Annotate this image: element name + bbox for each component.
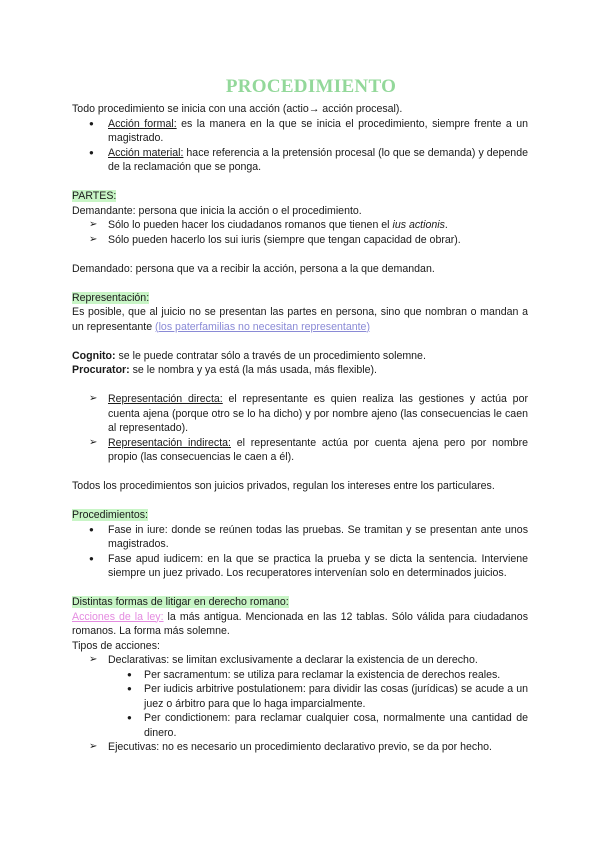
representacion-text	[72, 305, 528, 334]
tipos-list-2	[72, 740, 528, 755]
list-item	[72, 653, 528, 668]
item-text: .	[444, 219, 448, 231]
list-item	[72, 436, 528, 465]
list-item: ● Per iudicis arbitrive postulationem: para dividir las cosas (jurídicas) se acude a un juez o árbitro para que lo haga imparcialmente.	[72, 682, 528, 711]
closing-text: Todos los procedimientos son juicios privados, regulan los intereses entre los particulares.	[72, 480, 495, 492]
paragraph-text: la más antigua. Mencionada en las 12 tablas. Sólo válida para ciudadanos romanos. La forma más solemne.	[72, 610, 528, 637]
list-item: ● Per condictionem: para reclamar cualquier cosa, normalmente una cantidad de dinero.	[72, 711, 528, 740]
item-text: el representante actúa por cuenta ajena pero por nombre propio (las consecuencias le caen a él).	[108, 436, 528, 463]
acciones-text	[72, 610, 528, 639]
item-text: se le nombra y ya está (la más usada, más flexible).	[129, 364, 377, 376]
list-item	[72, 392, 528, 436]
demandante-text: Demandante: persona que inicia la acción o el procedimiento.	[72, 204, 362, 217]
list-item: ● Fase in iure: donde se reúnen todas las pruebas. Se tramitan y se presentan ante unos magistrados.	[72, 523, 528, 552]
section-heading-formas: Distintas formas de litigar en derecho romano:	[72, 596, 289, 608]
list-item	[72, 117, 528, 146]
arrow-bullet-icon: ➢	[89, 219, 98, 230]
tipos-heading: Tipos de acciones:	[72, 639, 160, 652]
term: Acción formal:	[108, 117, 177, 130]
term: Cognito:	[72, 349, 116, 362]
term: Representación directa:	[108, 393, 223, 405]
item-text: Sólo pueden hacerlo los sui iuris (siempre que tengan capacidad de obrar).	[108, 233, 461, 246]
item-emphasis: ius actionis	[392, 219, 445, 231]
cognito-text	[72, 349, 528, 364]
representacion-list	[72, 392, 528, 465]
declarativas-list	[72, 668, 528, 741]
list-item: ● Fase apud iudicem: en la que se practica la prueba y se dicta la sentencia. Interviene siempre un juez privado. Los recuperatores intervenían solo en determinados juicios.	[72, 552, 528, 581]
term: Acción material:	[108, 146, 184, 159]
section-heading-representacion: Representación:	[72, 291, 150, 304]
list-item	[72, 218, 528, 233]
item-text: es la manera en la que se inicia el procedimiento, siempre frente a un magistrado.	[108, 117, 528, 144]
item-text: hace referencia a la pretensión procesal (lo que se demanda) y depende de la reclamación que se ponga.	[108, 146, 528, 173]
arrow-bullet-icon: ➢	[89, 654, 98, 665]
section-heading-procedimientos: Procedimientos:	[72, 509, 148, 521]
list-item	[72, 740, 528, 755]
arrow-bullet-icon: ➢	[89, 393, 98, 404]
term: Procurator:	[72, 364, 130, 376]
list-item	[72, 233, 528, 248]
demandado-text: Demandado: persona que va a recibir la acción, persona a la que demandan.	[72, 262, 435, 275]
tipos-list	[72, 653, 528, 668]
item-text: Sólo lo pueden hacer los ciudadanos romanos que tienen el	[108, 219, 393, 231]
demandante-list	[72, 218, 528, 247]
item-text: Declarativas: se limitan exclusivamente a declarar la existencia de un derecho.	[108, 654, 478, 666]
list-item	[72, 146, 528, 175]
list-item: ● Per sacramentum: se utiliza para reclamar la existencia de derechos reales.	[72, 668, 528, 683]
procurator-text	[72, 363, 528, 378]
term: Representación indirecta:	[108, 436, 231, 449]
arrow-bullet-icon: ➢	[89, 436, 98, 448]
arrow-bullet-icon: ➢	[89, 233, 98, 245]
intro-text: Todo procedimiento se inicia con una acción (actio→ acción procesal).	[72, 103, 403, 115]
paragraph-text: Es posible, que al juicio no se presentan las partes en persona, sino que nombran o mandan a un representante	[72, 306, 528, 333]
arrow-bullet-icon: ➢	[89, 741, 98, 752]
intro-list	[72, 117, 528, 175]
paterfamilias-link[interactable]: (los paterfamilias no necesitan representante)	[155, 320, 370, 333]
document-body	[72, 102, 528, 755]
section-heading-partes: PARTES:	[72, 190, 117, 202]
item-text: el representante es quien realiza las gestiones y actúa por cuenta ajena (porque otro se lo ha dicho) y por nombre ajeno (las consecuencias le caen al representado).	[108, 393, 528, 434]
item-text: se le puede contratar sólo a través de un procedimiento solemne.	[115, 349, 426, 362]
procedimientos-list	[72, 523, 528, 581]
acciones-de-la-ley-link[interactable]: Acciones de la ley:	[72, 610, 164, 623]
page-title: PROCEDIMIENTO	[225, 76, 397, 97]
item-text: Ejecutivas: no es necesario un procedimiento declarativo previo, se da por hecho.	[108, 741, 492, 753]
